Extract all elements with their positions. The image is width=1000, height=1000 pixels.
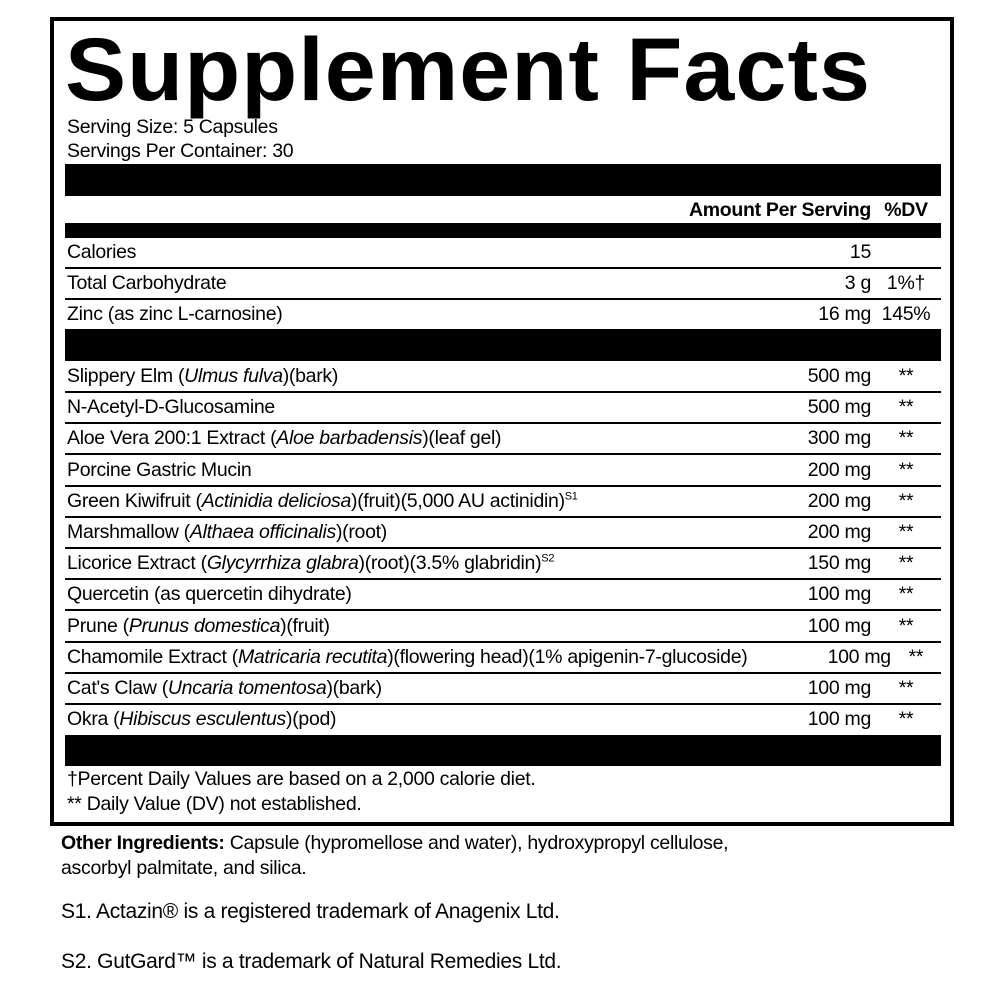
other-ingredients bbox=[61, 832, 728, 855]
other-ingredients-text: Capsule (hypromellose and water), hydroxypropyl cellulose, bbox=[224, 832, 729, 854]
ingredient-latin-name: Prunus domestica bbox=[128, 614, 281, 637]
panel-title: Supplement Facts bbox=[65, 19, 872, 119]
ingredient-dv: ** bbox=[898, 583, 914, 606]
ingredient-name-text: Chamomile Extract ( bbox=[67, 645, 238, 668]
ingredient-part: )(root) bbox=[335, 521, 387, 543]
ingredient-part: )(bark) bbox=[326, 677, 382, 699]
ingredient-amount: 100 mg bbox=[807, 708, 871, 731]
ingredient-dv: ** bbox=[898, 365, 914, 387]
ingredient-latin-name: Aloe barbadensis bbox=[276, 427, 423, 450]
ingredient-amount: 100 mg bbox=[807, 677, 871, 699]
ingredient-latin-name: Actinidia deliciosa bbox=[201, 489, 351, 512]
divider-bar bbox=[65, 735, 941, 766]
ingredient-dv: ** bbox=[898, 396, 914, 419]
nutrient-amount: 16 mg bbox=[818, 303, 871, 325]
dv-header: %DV bbox=[884, 199, 928, 221]
ingredient-name-text: N-Acetyl-D-Glucosamine bbox=[67, 396, 275, 419]
ingredient-dv: ** bbox=[898, 427, 914, 450]
ingredient-latin-name: Matricaria recutita bbox=[237, 645, 388, 668]
ingredient-name-text: Quercetin (as quercetin dihydrate) bbox=[67, 583, 352, 606]
nutrient-amount: 3 g bbox=[844, 272, 871, 294]
ingredient-part: )(flowering head)(1% apigenin-7-glucoside) bbox=[387, 645, 748, 668]
ingredient-name bbox=[65, 365, 671, 388]
ingredient-row bbox=[65, 362, 941, 393]
servings-per-container: Servings Per Container: 30 bbox=[67, 140, 294, 162]
ingredient-superscript: S2 bbox=[541, 552, 555, 565]
other-ingredients-label: Other Ingredients: bbox=[61, 832, 225, 854]
ingredient-row bbox=[65, 456, 941, 487]
nutrient-dv: 1%† bbox=[886, 272, 926, 294]
ingredient-amount: 200 mg bbox=[807, 521, 871, 543]
divider-bar bbox=[65, 223, 941, 238]
ingredient-name-text: Licorice Extract ( bbox=[67, 552, 207, 575]
ingredient-name bbox=[65, 459, 671, 482]
ingredient-latin-name: Althaea officinalis bbox=[189, 521, 336, 543]
nutrient-row bbox=[65, 300, 941, 329]
ingredient-dv: ** bbox=[898, 708, 914, 731]
ingredient-amount: 150 mg bbox=[807, 552, 871, 575]
ingredient-dv: ** bbox=[898, 489, 914, 512]
nutrient-dv: 145% bbox=[881, 303, 931, 325]
nutrient-name: Zinc (as zinc L-carnosine) bbox=[67, 303, 283, 325]
serving-size: Serving Size: 5 Capsules bbox=[67, 116, 278, 138]
nutrient-name: Calories bbox=[67, 241, 137, 263]
ingredient-dv: ** bbox=[898, 521, 914, 543]
ingredient-part: )(bark) bbox=[282, 365, 339, 387]
ingredient-row bbox=[65, 393, 941, 424]
ingredient-latin-name: Uncaria tomentosa bbox=[167, 677, 327, 699]
ingredient-name bbox=[65, 552, 671, 575]
column-header bbox=[65, 199, 941, 222]
ingredient-dv: ** bbox=[898, 677, 914, 699]
nutrient-name: Total Carbohydrate bbox=[67, 272, 227, 294]
ingredient-part: )(root)(3.5% glabridin) bbox=[358, 552, 542, 575]
supplement-facts-panel bbox=[50, 17, 954, 826]
ingredient-dv: ** bbox=[898, 614, 914, 637]
ingredient-name-text: Porcine Gastric Mucin bbox=[67, 458, 252, 481]
ingredient-amount: 100 mg bbox=[807, 614, 871, 637]
ingredient-latin-name: Glycyrrhiza glabra bbox=[206, 552, 359, 575]
ingredient-row bbox=[65, 487, 941, 518]
ingredient-amount: 200 mg bbox=[807, 489, 871, 512]
ingredient-amount: 200 mg bbox=[807, 458, 871, 481]
ingredient-name-text: Okra ( bbox=[67, 708, 120, 731]
footnote-dv: †Percent Daily Values are based on a 2,000 calorie diet. bbox=[67, 768, 536, 790]
ingredient-name bbox=[65, 521, 671, 544]
ingredient-part: )(leaf gel) bbox=[422, 427, 502, 450]
ingredient-part: )(fruit)(5,000 AU actinidin) bbox=[351, 489, 565, 512]
ingredient-row bbox=[65, 643, 941, 674]
ingredient-part: )(fruit) bbox=[280, 614, 330, 637]
divider-bar bbox=[65, 329, 941, 361]
ingredient-name bbox=[65, 583, 671, 606]
ingredient-part: )(pod) bbox=[286, 708, 337, 731]
trademark-s1: S1. Actazin® is a registered trademark of Anagenix Ltd. bbox=[61, 900, 560, 923]
ingredient-latin-name: Ulmus fulva bbox=[184, 365, 283, 387]
ingredient-amount: 500 mg bbox=[807, 396, 871, 419]
ingredient-row bbox=[65, 549, 941, 580]
ingredient-name-text: Marshmallow ( bbox=[67, 521, 190, 543]
nutrient-row bbox=[65, 238, 941, 269]
nutrient-row bbox=[65, 269, 941, 300]
ingredient-name bbox=[65, 427, 671, 450]
ingredient-row bbox=[65, 674, 941, 705]
ingredient-dv: ** bbox=[898, 552, 914, 575]
ingredient-row bbox=[65, 705, 941, 734]
ingredient-name bbox=[65, 708, 671, 731]
ingredient-row bbox=[65, 612, 941, 643]
ingredient-name-text: Green Kiwifruit ( bbox=[67, 489, 202, 512]
divider-bar bbox=[65, 164, 941, 196]
ingredient-dv: ** bbox=[898, 458, 914, 481]
ingredient-latin-name: Hibiscus esculentus bbox=[119, 708, 287, 731]
ingredient-row bbox=[65, 580, 941, 611]
ingredient-name-text: Cat's Claw ( bbox=[67, 677, 168, 699]
ingredient-dv: ** bbox=[908, 645, 924, 668]
ingredient-name bbox=[65, 646, 747, 669]
ingredient-row bbox=[65, 518, 941, 549]
ingredient-name bbox=[65, 677, 671, 700]
ingredient-name bbox=[65, 490, 671, 513]
ingredient-amount: 100 mg bbox=[807, 583, 871, 606]
ingredient-amount: 300 mg bbox=[807, 427, 871, 450]
ingredient-name-text: Prune ( bbox=[67, 614, 129, 637]
footnote-not-established: ** Daily Value (DV) not established. bbox=[67, 793, 362, 815]
ingredient-name bbox=[65, 615, 671, 638]
ingredient-row bbox=[65, 424, 941, 455]
ingredient-name bbox=[65, 396, 671, 419]
nutrient-amount: 15 bbox=[849, 241, 871, 263]
ingredient-amount: 500 mg bbox=[807, 365, 871, 387]
ingredient-name-text: Aloe Vera 200:1 Extract ( bbox=[67, 427, 277, 450]
ingredient-amount: 100 mg bbox=[827, 645, 891, 668]
amount-header: Amount Per Serving bbox=[688, 199, 871, 221]
other-ingredients-cont: ascorbyl palmitate, and silica. bbox=[61, 857, 307, 879]
ingredient-name-text: Slippery Elm ( bbox=[67, 365, 185, 387]
ingredient-superscript: S1 bbox=[564, 490, 578, 503]
trademark-s2: S2. GutGard™ is a trademark of Natural Remedies Ltd. bbox=[61, 950, 562, 973]
